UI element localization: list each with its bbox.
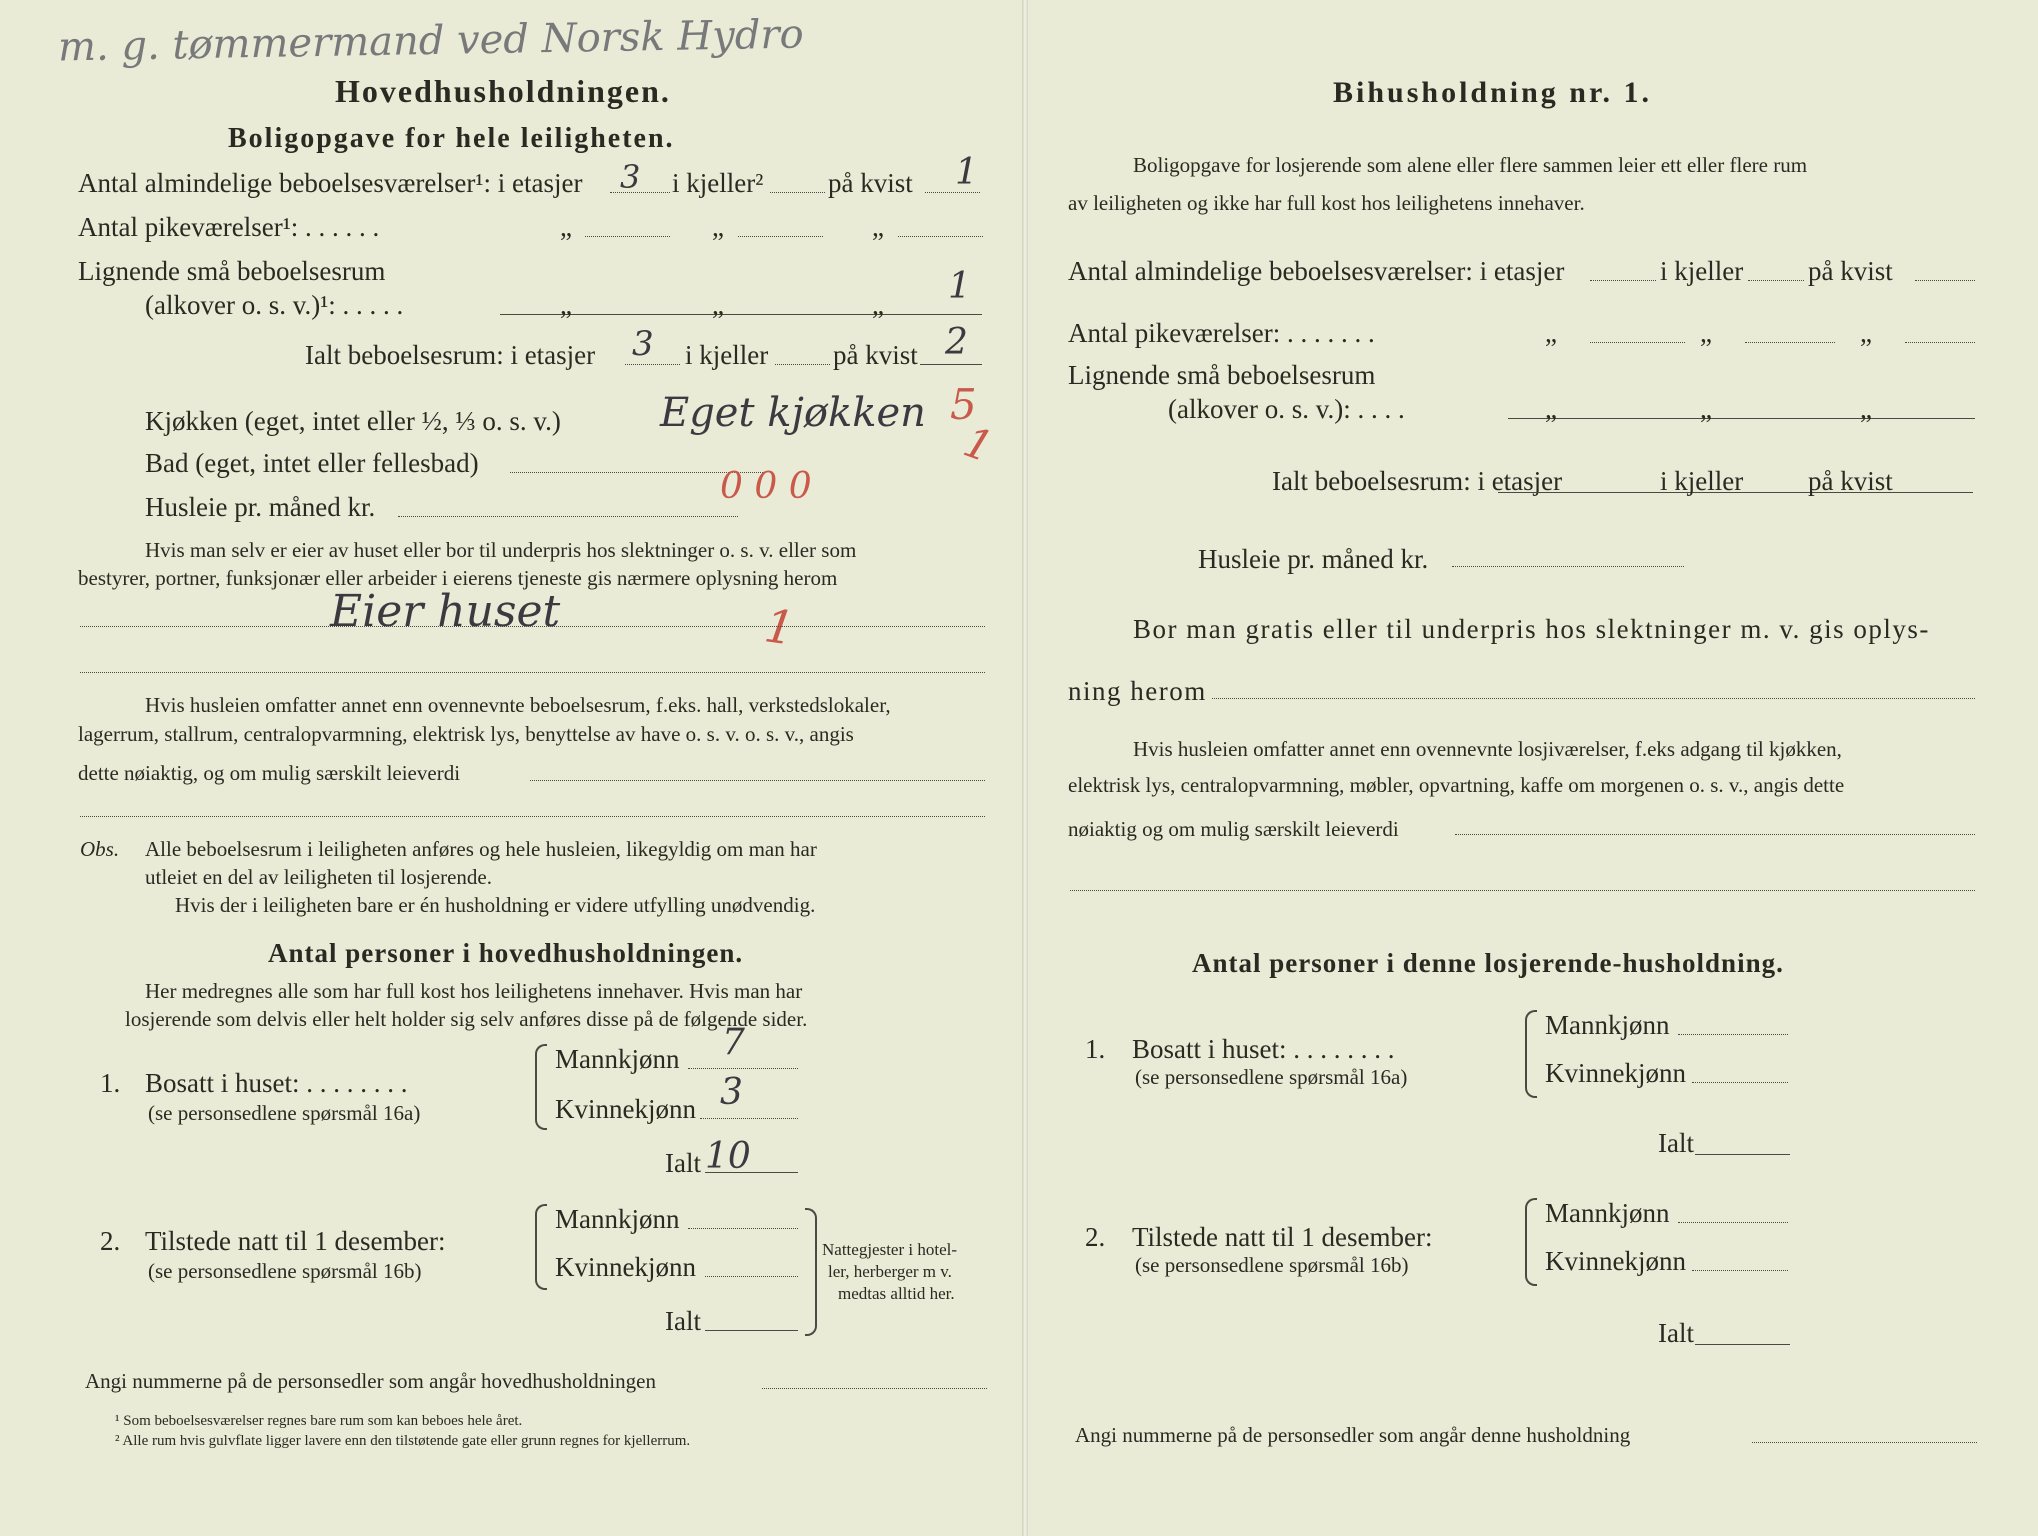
left-q2-kvinne-label: Kvinnekjønn bbox=[555, 1252, 696, 1282]
left-q2-right-brace bbox=[805, 1208, 817, 1336]
left-rooms-kvist-value: 1 bbox=[955, 152, 978, 193]
right-total-kjeller-label: i kjeller bbox=[1660, 466, 1744, 496]
left-obs-2: utleiet en del av leiligheten til losjerende. bbox=[145, 865, 492, 889]
right-gratis-2: ning herom bbox=[1068, 676, 1207, 706]
right-total-label: Ialt beboelsesrum: i etasjer bbox=[1272, 466, 1563, 496]
left-small-ditto-3: „ bbox=[872, 290, 884, 320]
left-q1-brace bbox=[535, 1044, 547, 1130]
left-bath-label: Bad (eget, intet eller fellesbad) bbox=[145, 448, 479, 478]
right-gratis-line bbox=[1212, 698, 1975, 699]
right-pike-line-1 bbox=[1590, 342, 1685, 343]
left-pike-label: Antal pikeværelser¹: . . . . . . bbox=[78, 212, 380, 242]
left-red-mark-1a: 1 bbox=[957, 416, 1000, 473]
left-q1-ialt-value: 10 bbox=[705, 1136, 751, 1177]
left-title: Hovedhusholdningen. bbox=[335, 73, 671, 109]
left-q1-ialt-label: Ialt bbox=[665, 1148, 701, 1178]
left-small-rooms-underline bbox=[500, 314, 982, 315]
right-rent-line bbox=[1452, 566, 1684, 567]
left-numbers-label: Angi nummerne på de personsedler som angår hovedhusholdningen bbox=[85, 1369, 656, 1393]
left-small-ditto-1: „ bbox=[560, 290, 572, 320]
right-rooms-kjeller-line bbox=[1748, 280, 1804, 281]
left-q2-ialt-label: Ialt bbox=[665, 1306, 701, 1336]
right-q1-mann-line bbox=[1678, 1034, 1788, 1035]
left-kitchen-value: Eget kjøkken bbox=[660, 390, 926, 436]
right-pike-label: Antal pikeværelser: . . . . . . . bbox=[1068, 318, 1375, 348]
right-q2-brace bbox=[1525, 1198, 1537, 1286]
left-q1-label: Bosatt i huset: . . . . . . . . bbox=[145, 1068, 408, 1098]
left-extra-line-2 bbox=[80, 816, 985, 817]
left-total-etasjer-line bbox=[625, 364, 680, 365]
left-subtitle: Boligopgave for hele leiligheten. bbox=[228, 123, 675, 154]
left-owner-line-1 bbox=[80, 626, 985, 627]
right-extra-line-1 bbox=[1455, 834, 1975, 835]
left-q1-mann-line bbox=[688, 1068, 798, 1069]
left-persons-note-2: losjerende som delvis eller helt holder sig selv anføres disse på de følgende sider. bbox=[125, 1007, 808, 1031]
right-q1-ialt-line bbox=[1695, 1154, 1790, 1155]
left-q2-mann-label: Mannkjønn bbox=[555, 1204, 680, 1234]
left-total-kvist-label: på kvist bbox=[833, 340, 918, 370]
right-q2-mann-line bbox=[1678, 1222, 1788, 1223]
handwritten-occupation-note: m. g. tømmermand ved Norsk Hydro bbox=[57, 11, 804, 71]
left-q2-brace bbox=[535, 1204, 547, 1290]
left-red-mark-1b: 1 bbox=[761, 598, 798, 656]
left-total-kvist-value: 2 bbox=[945, 322, 968, 363]
left-rooms-etasjer-value: 3 bbox=[620, 158, 641, 196]
right-q2-ialt-line bbox=[1695, 1344, 1790, 1345]
right-q2-kvinne-label: Kvinnekjønn bbox=[1545, 1246, 1686, 1276]
right-q2-sub: (se personsedlene spørsmål 16b) bbox=[1135, 1253, 1409, 1277]
right-pike-ditto-2: „ bbox=[1700, 318, 1712, 348]
left-owner-note-2: bestyrer, portner, funksjonær eller arbeider i eierens tjeneste gis nærmere oplysning herom bbox=[78, 566, 838, 590]
left-extra-1: Hvis husleien omfatter annet enn ovennevnte beboelsesrum, f.eks. hall, verkstedslokaler, bbox=[145, 693, 891, 717]
left-small-rooms-label-1: Lignende små beboelsesrum bbox=[78, 256, 386, 286]
left-pike-line-1 bbox=[585, 236, 670, 237]
right-intro-2: av leiligheten og ikke har full kost hos leilighetens innehaver. bbox=[1068, 191, 1585, 215]
right-q2-kvinne-line bbox=[1692, 1270, 1788, 1271]
right-small-rooms-underline bbox=[1508, 418, 1975, 419]
right-small-rooms-label-1: Lignende små beboelsesrum bbox=[1068, 360, 1376, 390]
page-fold bbox=[1022, 0, 1028, 1536]
right-q2-ialt-label: Ialt bbox=[1658, 1318, 1694, 1348]
left-owner-line-2 bbox=[80, 672, 985, 673]
left-rooms-kjeller-label: i kjeller² bbox=[672, 168, 764, 198]
left-rooms-label: Antal almindelige beboelsesværelser¹: i etasjer bbox=[78, 168, 583, 198]
left-total-kjeller-label: i kjeller bbox=[685, 340, 769, 370]
right-total-kvist-label: på kvist bbox=[1808, 466, 1893, 496]
left-pike-line-2 bbox=[738, 236, 823, 237]
left-extra-line-1 bbox=[530, 780, 985, 781]
left-obs-1: Alle beboelsesrum i leiligheten anføres og hele husleien, likegyldig om man har bbox=[145, 837, 817, 861]
right-q1-kvinne-line bbox=[1692, 1082, 1788, 1083]
right-extra-1: Hvis husleien omfatter annet enn ovennevnte losjiværelser, f.eks adgang til kjøkken, bbox=[1133, 737, 1842, 761]
left-q2-note-2: ler, herberger m v. bbox=[828, 1262, 952, 1281]
left-pike-ditto-2: „ bbox=[712, 212, 724, 242]
right-small-ditto-3: „ bbox=[1860, 394, 1872, 424]
right-q1-brace bbox=[1525, 1010, 1537, 1098]
left-total-kjeller-line bbox=[775, 364, 830, 365]
left-small-rooms-label-2: (alkover o. s. v.)¹: . . . . . bbox=[145, 290, 404, 320]
left-total-kvist-line bbox=[920, 364, 982, 365]
right-persons-title: Antal personer i denne losjerende-husholdning. bbox=[1192, 948, 1784, 978]
left-extra-3: dette nøiaktig, og om mulig særskilt leieverdi bbox=[78, 761, 461, 785]
left-pike-ditto-1: „ bbox=[560, 212, 572, 242]
right-gratis-1: Bor man gratis eller til underpris hos slektninger m. v. gis oplys- bbox=[1133, 614, 1930, 644]
left-persons-note-1: Her medregnes alle som har full kost hos leilighetens innehaver. Hvis man har bbox=[145, 979, 803, 1003]
left-red-mark-000: 0 0 0 bbox=[720, 466, 812, 507]
left-q1-kvinne-value: 3 bbox=[720, 1072, 743, 1113]
left-footnote-2: ² Alle rum hvis gulvflate ligger lavere enn den tilstøtende gate eller grunn regnes for kjellerrum. bbox=[115, 1433, 691, 1449]
left-q1-kvinne-line bbox=[700, 1118, 798, 1119]
left-q1-sub: (se personsedlene spørsmål 16a) bbox=[148, 1101, 421, 1125]
left-owner-note-1: Hvis man selv er eier av huset eller bor til underpris hos slektninger o. s. v. eller som bbox=[145, 538, 857, 562]
left-small-kvist-value: 1 bbox=[948, 266, 971, 307]
left-extra-2: lagerrum, stallrum, centralopvarmning, elektrisk lys, benyttelse av have o. s. v. o. s. v., angis bbox=[78, 722, 854, 746]
right-pike-ditto-1: „ bbox=[1545, 318, 1557, 348]
left-q1-mann-label: Mannkjønn bbox=[555, 1044, 680, 1074]
left-owner-value: Eier huset bbox=[330, 586, 561, 637]
left-q2-kvinne-line bbox=[705, 1276, 798, 1277]
right-intro-1: Boligopgave for losjerende som alene eller flere sammen leier ett eller flere rum bbox=[1133, 153, 1808, 177]
left-q2-note-3: medtas alltid her. bbox=[838, 1284, 955, 1303]
left-obs-3: Hvis der i leiligheten bare er én husholdning er videre utfylling unødvendig. bbox=[175, 893, 816, 917]
right-small-ditto-1: „ bbox=[1545, 394, 1557, 424]
right-small-rooms-label-2: (alkover o. s. v.): . . . . bbox=[1168, 394, 1405, 424]
left-rent-label: Husleie pr. måned kr. bbox=[145, 492, 376, 522]
right-q1-number: 1. bbox=[1085, 1034, 1106, 1064]
left-rooms-kjeller-line bbox=[770, 192, 825, 193]
right-rooms-label: Antal almindelige beboelsesværelser: i etasjer bbox=[1068, 256, 1565, 286]
right-q2-mann-label: Mannkjønn bbox=[1545, 1198, 1670, 1228]
left-q1-mann-value: 7 bbox=[722, 1022, 745, 1063]
left-footnote-1: ¹ Som beboelsesværelser regnes bare rum som kan beboes hele året. bbox=[115, 1413, 523, 1429]
right-pike-line-2 bbox=[1745, 342, 1835, 343]
right-rooms-kvist-label: på kvist bbox=[1808, 256, 1893, 286]
right-rooms-kvist-line bbox=[1915, 280, 1975, 281]
right-q1-ialt-label: Ialt bbox=[1658, 1128, 1694, 1158]
right-q2-label: Tilstede natt til 1 desember: bbox=[1132, 1222, 1433, 1252]
left-q2-label: Tilstede natt til 1 desember: bbox=[145, 1226, 446, 1256]
left-q2-mann-line bbox=[688, 1228, 798, 1229]
left-persons-title: Antal personer i hovedhusholdningen. bbox=[268, 938, 744, 968]
left-q1-number: 1. bbox=[100, 1068, 121, 1098]
right-title: Bihusholdning nr. 1. bbox=[1333, 76, 1653, 109]
left-q2-note-1: Nattegjester i hotel- bbox=[822, 1240, 958, 1259]
left-kitchen-label: Kjøkken (eget, intet eller ½, ⅓ o. s. v.) bbox=[145, 406, 561, 436]
left-total-label: Ialt beboelsesrum: i etasjer bbox=[305, 340, 596, 370]
left-rent-line bbox=[398, 516, 738, 517]
left-rooms-kvist-label: på kvist bbox=[828, 168, 913, 198]
left-small-ditto-2: „ bbox=[712, 290, 724, 320]
right-numbers-label: Angi nummerne på de personsedler som angår denne husholdning bbox=[1075, 1423, 1631, 1447]
right-extra-3: nøiaktig og om mulig særskilt leieverdi bbox=[1068, 817, 1399, 841]
left-total-etasjer-value: 3 bbox=[632, 324, 654, 364]
right-q1-kvinne-label: Kvinnekjønn bbox=[1545, 1058, 1686, 1088]
right-extra-line-2 bbox=[1070, 890, 1975, 891]
left-red-mark-5: 5 bbox=[950, 380, 977, 429]
right-pike-ditto-3: „ bbox=[1860, 318, 1872, 348]
left-q2-sub: (se personsedlene spørsmål 16b) bbox=[148, 1259, 422, 1283]
left-q1-kvinne-label: Kvinnekjønn bbox=[555, 1094, 696, 1124]
right-pike-line-3 bbox=[1905, 342, 1975, 343]
left-pike-line-3 bbox=[898, 236, 983, 237]
right-q1-sub: (se personsedlene spørsmål 16a) bbox=[1135, 1065, 1408, 1089]
left-q2-ialt-line bbox=[705, 1330, 798, 1331]
right-numbers-line bbox=[1752, 1442, 1977, 1443]
right-extra-2: elektrisk lys, centralopvarmning, møbler, opvartning, kaffe om morgenen o. s. v., angis dette bbox=[1068, 773, 1845, 797]
right-q2-number: 2. bbox=[1085, 1222, 1106, 1252]
left-obs-label: Obs. bbox=[80, 837, 120, 861]
right-q1-mann-label: Mannkjønn bbox=[1545, 1010, 1670, 1040]
right-small-ditto-2: „ bbox=[1700, 394, 1712, 424]
right-q1-label: Bosatt i huset: . . . . . . . . bbox=[1132, 1034, 1395, 1064]
right-rooms-kjeller-label: i kjeller bbox=[1660, 256, 1744, 286]
left-pike-ditto-3: „ bbox=[872, 212, 884, 242]
left-q2-number: 2. bbox=[100, 1226, 121, 1256]
right-rent-label: Husleie pr. måned kr. bbox=[1198, 544, 1429, 574]
right-rooms-etasjer-line bbox=[1590, 280, 1656, 281]
left-numbers-line bbox=[762, 1388, 987, 1389]
